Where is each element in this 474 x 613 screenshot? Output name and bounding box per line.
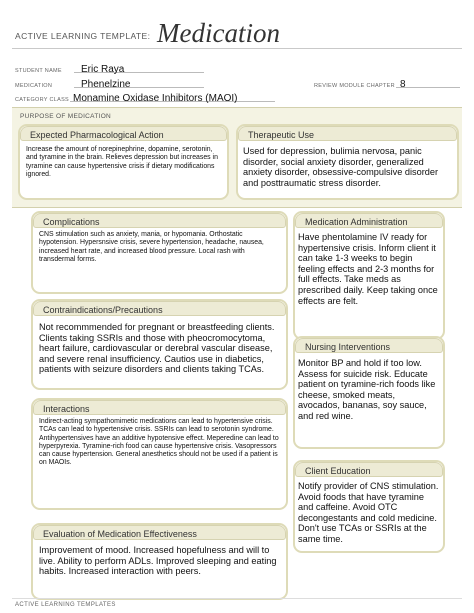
complications-title: Complications [33,213,286,228]
contraindications-body[interactable]: Not recommmended for pregnant or breastfeeding clients. Clients taking SSRIs and those with pheocromocytoma, heart failure, cardiovascular or derebral vascular disease, and severe renal insufficiency. Cautios use in diabetics, patients with seizure disorders and clients taking TCAs. [39,322,275,375]
complications-box [31,211,288,294]
evaluation-title: Evaluation of Medication Effectiveness [33,525,286,540]
interactions-body[interactable]: Indirect-acting sympathomimetic medications can lead to hypertensive crisis. TCAs can lead to hypertensive crisis. SSRIs can lead to serotonin syndrome. Antihypertensives have an additive hypotensive effect. Meperedine can lead to hyperpyrexia. Tyramine-rich food can cause hypertensive crisis. Vasopressors can cause hypertension. General anesthetics should not be used if a patient is on MAOIs. [39,418,279,467]
therapeutic-use-box [236,124,459,200]
medication-administration-body[interactable]: Have phentolamine IV ready for hypertensive crisis. Inform client it can take 1-3 weeks to begin feeling effects and 2-3 months for full effects. Take meds as prescribed daily. Keep taking once effects are felt. [298,232,438,306]
medication-administration-box [293,211,445,340]
interactions-box [31,398,288,510]
medication-field[interactable] [74,74,204,88]
review-module-field[interactable] [396,74,460,88]
student-name-label: STUDENT NAME [15,68,62,74]
contraindications-title: Contraindications/Precautions [33,301,286,316]
nursing-interventions-box [293,336,445,449]
interactions-title: Interactions [33,400,286,415]
category-class-label: CATEGORY CLASS [15,97,70,103]
evaluation-body[interactable]: Improvement of mood. Increased hopefulness and will to live. Ability to perform ADLs. Improved sleeping and eating habits. Increased interaction with peers. [39,545,277,577]
expected-action-body[interactable]: Increase the amount of norepinephrine, dopamine, serotonin, and tyramine in the brain. Relieves depression but increases in tyramine can cause hypertensive crisis if dietary modifications ignored. [26,146,218,178]
expected-action-title: Expected Pharmacological Action [20,126,227,141]
client-education-body[interactable]: Notify provider of CNS stimulation. Avoid foods that have tyramine and caffeine. Avoid OTC decongestants and cold medicine. Don't use TCAs or SSRIs at the same time. [298,481,439,544]
expected-action-box [18,124,229,200]
header-divider [12,48,462,49]
medication-administration-title: Medication Administration [295,213,443,228]
footer-label: ACTIVE LEARNING TEMPLATES [15,602,116,608]
client-education-title: Client Education [295,462,443,477]
review-module-label: REVIEW MODULE CHAPTER [314,83,395,89]
student-name-field[interactable] [74,59,204,73]
template-label: ACTIVE LEARNING TEMPLATE: [15,31,151,41]
therapeutic-use-body[interactable]: Used for depression, bulimia nervosa, panic disorder, social anxiety disorder, generalized anxiety disorder, obsessive-compulsive disorder and posttraumatic stress disorder. [243,146,439,188]
evaluation-box [31,523,288,600]
medication-label: MEDICATION [15,83,53,89]
nursing-interventions-body[interactable]: Monitor BP and hold if too low. Assess for suicide risk. Educate patient on tyramine-rich foods like cheese, smoked meats, avocados, bananas, soy sauce, and red wine. [298,358,436,421]
footer-divider [12,598,462,599]
contraindications-box [31,299,288,390]
medication-value: Phenelzine [81,79,131,90]
review-module-value: 8 [400,79,406,90]
category-class-field[interactable] [70,88,275,102]
therapeutic-use-title: Therapeutic Use [238,126,457,141]
client-education-box [293,460,445,553]
nursing-interventions-title: Nursing Interventions [295,338,443,353]
category-class-value: Monamine Oxidase Inhibitors (MAOI) [73,93,238,104]
purpose-heading: PURPOSE OF MEDICATION [20,113,112,120]
page-title: Medication [157,18,280,48]
student-name-value: Eric Raya [81,64,125,75]
complications-body[interactable]: CNS stimulation such as anxiety, mania, or hypomania. Orthostatic hypotension. Hypersnsive crisis, severe hypertension, headache, nausea, increased heart rate, and increased blood pressure. Local rash with transdermal forms. [39,231,264,263]
